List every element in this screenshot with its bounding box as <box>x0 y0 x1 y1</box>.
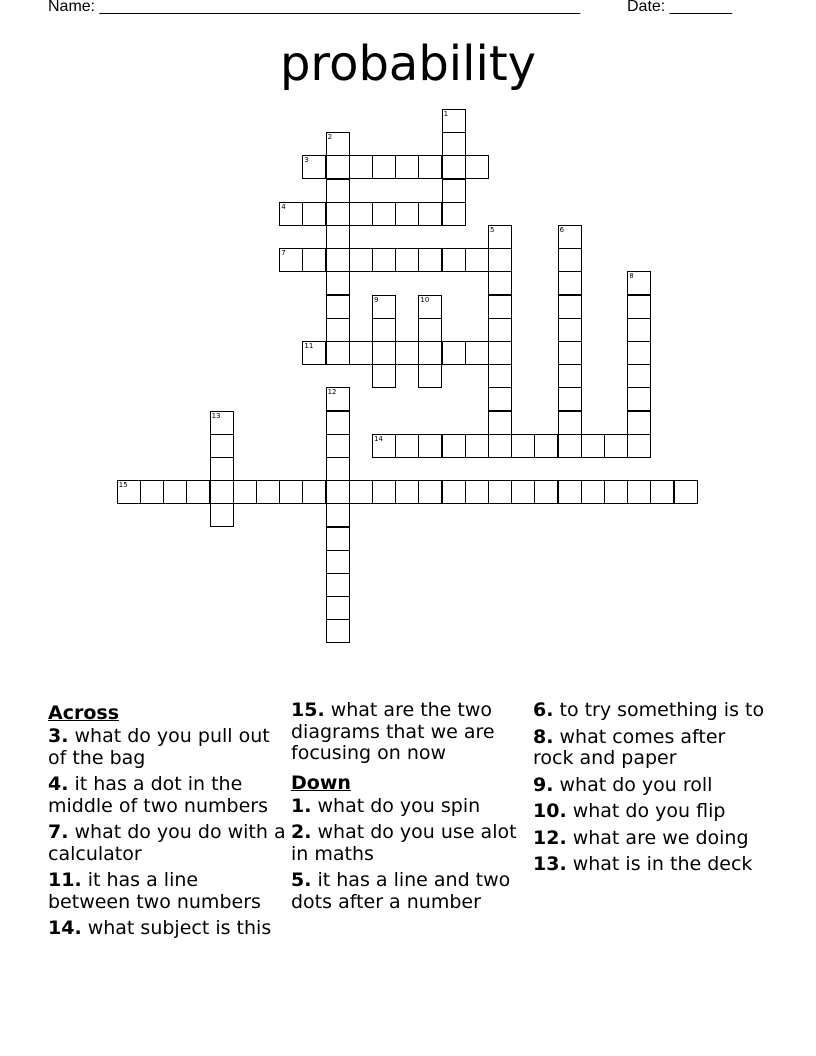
clue <box>533 700 771 722</box>
grid-cell[interactable] <box>279 202 303 226</box>
clue-text: what do you roll <box>553 773 713 796</box>
grid-cell[interactable] <box>627 480 651 504</box>
clue <box>291 870 529 913</box>
grid-cell[interactable] <box>349 155 373 179</box>
grid-cell[interactable] <box>418 364 442 388</box>
clue <box>533 801 771 823</box>
clue-text: what subject is this <box>81 917 272 939</box>
grid-cell[interactable] <box>627 434 651 458</box>
clue-text: what comes after rock and paper <box>533 725 726 769</box>
clue-text: what do you do with a calculator <box>48 821 286 865</box>
grid-cell[interactable] <box>534 434 558 458</box>
grid-cell[interactable] <box>372 434 396 458</box>
grid-cell[interactable] <box>372 202 396 226</box>
grid-cell[interactable] <box>442 132 466 156</box>
cell-number: 4 <box>281 202 286 211</box>
clue-number: 8. <box>533 725 554 748</box>
grid-cell[interactable] <box>558 364 582 388</box>
grid-cell[interactable] <box>395 202 419 226</box>
grid-cell[interactable] <box>302 155 326 179</box>
clues-column-1 <box>48 700 286 945</box>
grid-cell[interactable] <box>395 155 419 179</box>
grid-cell[interactable] <box>326 248 350 272</box>
grid-cell[interactable] <box>465 480 489 504</box>
clue-text: what are we doing <box>566 826 749 849</box>
grid-cell[interactable] <box>326 550 350 574</box>
grid-cell[interactable] <box>604 434 628 458</box>
grid-cell[interactable] <box>210 434 234 458</box>
cell-number: 11 <box>304 342 314 350</box>
grid-cell[interactable] <box>465 434 489 458</box>
name-field-label: Name: ______________________________________________________ <box>48 0 581 15</box>
grid-cell[interactable] <box>349 341 373 365</box>
clue <box>48 870 286 913</box>
grid-cell[interactable] <box>210 503 234 527</box>
grid-cell[interactable] <box>326 411 350 435</box>
grid-cell[interactable] <box>418 434 442 458</box>
cell-number: 13 <box>211 411 221 420</box>
grid-cell[interactable] <box>558 411 582 435</box>
grid-cell[interactable] <box>326 318 350 342</box>
clue-text: it has a line between two numbers <box>48 869 261 913</box>
grid-cell[interactable] <box>349 248 373 272</box>
cell-number: 7 <box>281 249 286 258</box>
clue <box>533 854 771 876</box>
grid-cell[interactable] <box>326 434 350 458</box>
grid-cell[interactable] <box>210 457 234 481</box>
clue-number: 9. <box>533 773 554 796</box>
grid-cell[interactable] <box>279 480 303 504</box>
grid-cell[interactable] <box>326 503 350 527</box>
grid-cell[interactable] <box>627 387 651 411</box>
grid-cell[interactable] <box>488 271 512 295</box>
cell-number: 1 <box>443 110 449 118</box>
grid-cell[interactable] <box>302 480 326 504</box>
grid-cell[interactable] <box>302 202 326 226</box>
clue-number: 13. <box>533 853 567 875</box>
grid-cell[interactable] <box>627 318 651 342</box>
grid-cell[interactable] <box>488 318 512 342</box>
clue-text: what do you pull out of the bag <box>48 725 270 769</box>
grid-cell[interactable] <box>326 155 350 179</box>
date-field-label: Date: _______ <box>627 0 732 15</box>
grid-cell[interactable] <box>627 411 651 435</box>
grid-cell[interactable] <box>488 225 512 249</box>
grid-cell[interactable] <box>326 596 350 620</box>
clue <box>533 775 771 797</box>
grid-cell[interactable] <box>418 155 442 179</box>
grid-cell[interactable] <box>488 480 512 504</box>
grid-cell[interactable] <box>581 434 605 458</box>
grid-cell[interactable] <box>442 109 466 133</box>
clue-text: what is in the deck <box>566 853 753 875</box>
across-clue-list <box>48 726 286 940</box>
grid-cell[interactable] <box>418 318 442 342</box>
grid-cell[interactable] <box>650 480 674 504</box>
grid-cell[interactable] <box>558 341 582 365</box>
grid-cell[interactable] <box>488 341 512 365</box>
grid-cell[interactable] <box>674 480 698 504</box>
clue-text: it has a line and two dots after a number <box>291 869 511 913</box>
grid-cell[interactable] <box>511 480 535 504</box>
clue-number: 14. <box>48 917 82 939</box>
clue <box>291 700 529 765</box>
clue-text: what are the two diagrams that we are focusing on now <box>291 699 495 764</box>
grid-cell[interactable] <box>442 434 466 458</box>
clue-number: 1. <box>291 794 312 817</box>
grid-cell[interactable] <box>395 434 419 458</box>
grid-cell[interactable] <box>372 341 396 365</box>
grid-cell[interactable] <box>326 179 350 203</box>
grid-cell[interactable] <box>558 480 582 504</box>
grid-cell[interactable] <box>326 457 350 481</box>
grid-cell[interactable] <box>488 434 512 458</box>
cell-number: 10 <box>420 295 430 304</box>
down-clue-list <box>291 796 529 914</box>
grid-cell[interactable] <box>418 480 442 504</box>
grid-cell[interactable] <box>302 341 326 365</box>
grid-cell[interactable] <box>326 387 350 411</box>
clue-number: 12. <box>533 826 567 849</box>
clues-column-3 <box>533 700 771 881</box>
grid-cell[interactable] <box>558 271 582 295</box>
grid-cell[interactable] <box>558 295 582 319</box>
across-heading: Across <box>48 702 120 724</box>
clue-number: 15. <box>291 699 325 721</box>
grid-cell[interactable] <box>627 364 651 388</box>
grid-cell[interactable] <box>349 202 373 226</box>
clue <box>48 774 286 817</box>
grid-cell[interactable] <box>372 155 396 179</box>
grid-cell[interactable] <box>442 179 466 203</box>
clues-column-2 <box>291 700 529 918</box>
grid-cell[interactable] <box>488 411 512 435</box>
grid-cell[interactable] <box>581 480 605 504</box>
grid-cell[interactable] <box>326 132 350 156</box>
grid-cell[interactable] <box>186 480 210 504</box>
grid-cell[interactable] <box>627 271 651 295</box>
cell-number: 2 <box>327 133 333 142</box>
clue-text: it has a dot in the middle of two numbers <box>48 773 268 817</box>
down-clue-list-continued <box>533 700 771 876</box>
clue-number: 4. <box>48 773 69 795</box>
grid-cell[interactable] <box>117 480 141 504</box>
grid-cell[interactable] <box>233 480 257 504</box>
grid-cell[interactable] <box>465 341 489 365</box>
grid-cell[interactable] <box>558 387 582 411</box>
cell-number: 14 <box>374 434 383 443</box>
clue-number: 3. <box>48 725 69 747</box>
grid-cell[interactable] <box>442 480 466 504</box>
clue-text: what do you spin <box>311 794 481 817</box>
cell-number: 9 <box>374 295 379 304</box>
clue-text: to try something is to <box>553 699 765 721</box>
grid-cell[interactable] <box>395 341 419 365</box>
grid-cell[interactable] <box>302 248 326 272</box>
grid-cell[interactable] <box>326 619 350 643</box>
grid-cell[interactable] <box>558 318 582 342</box>
grid-cell[interactable] <box>326 202 350 226</box>
grid-cell[interactable] <box>372 295 396 319</box>
clue <box>291 796 529 818</box>
grid-cell[interactable] <box>627 341 651 365</box>
grid-cell[interactable] <box>488 364 512 388</box>
grid-cell[interactable] <box>210 411 234 435</box>
grid-cell[interactable] <box>326 341 350 365</box>
grid-cell[interactable] <box>279 248 303 272</box>
clue-text: what do you use alot in maths <box>291 821 517 865</box>
grid-cell[interactable] <box>372 364 396 388</box>
cell-number: 15 <box>118 481 128 490</box>
grid-cell[interactable] <box>488 387 512 411</box>
cell-number: 8 <box>629 272 634 281</box>
grid-cell[interactable] <box>442 341 466 365</box>
grid-cell[interactable] <box>442 248 466 272</box>
grid-cell[interactable] <box>326 271 350 295</box>
page-title: probability <box>279 36 537 92</box>
grid-cell[interactable] <box>488 295 512 319</box>
grid-cell[interactable] <box>418 248 442 272</box>
clue-number: 10. <box>533 800 567 822</box>
grid-cell[interactable] <box>627 295 651 319</box>
grid-cell[interactable] <box>372 248 396 272</box>
clue <box>48 822 286 865</box>
clue-number: 2. <box>291 821 312 843</box>
grid-cell[interactable] <box>326 480 350 504</box>
grid-cell[interactable] <box>163 480 187 504</box>
grid-cell[interactable] <box>442 202 466 226</box>
grid-cell[interactable] <box>511 434 535 458</box>
grid-cell[interactable] <box>349 480 373 504</box>
grid-cell[interactable] <box>488 248 512 272</box>
clue <box>48 918 286 940</box>
grid-cell[interactable] <box>604 480 628 504</box>
grid-cell[interactable] <box>372 480 396 504</box>
clue <box>291 822 529 865</box>
grid-cell[interactable] <box>326 527 350 551</box>
grid-cell[interactable] <box>534 480 558 504</box>
grid-cell[interactable] <box>326 225 350 249</box>
across-clue-list-continued <box>291 700 529 765</box>
clue-number: 11. <box>48 869 82 891</box>
grid-cell[interactable] <box>558 434 582 458</box>
grid-cell[interactable] <box>140 480 164 504</box>
grid-cell[interactable] <box>465 248 489 272</box>
grid-cell[interactable] <box>418 202 442 226</box>
grid-cell[interactable] <box>372 318 396 342</box>
grid-cell[interactable] <box>326 573 350 597</box>
grid-cell[interactable] <box>558 248 582 272</box>
clue <box>533 727 771 770</box>
grid-cell[interactable] <box>256 480 280 504</box>
clue <box>48 726 286 769</box>
grid-cell[interactable] <box>326 295 350 319</box>
down-heading: Down <box>291 771 351 794</box>
clue <box>533 828 771 850</box>
grid-cell[interactable] <box>558 225 582 249</box>
grid-cell[interactable] <box>442 155 466 179</box>
cell-number: 3 <box>304 156 309 165</box>
grid-cell[interactable] <box>465 155 489 179</box>
grid-cell[interactable] <box>210 480 234 504</box>
grid-cell[interactable] <box>418 341 442 365</box>
grid-cell[interactable] <box>418 295 442 319</box>
grid-cell[interactable] <box>395 480 419 504</box>
grid-cell[interactable] <box>395 248 419 272</box>
cell-number: 6 <box>559 226 565 234</box>
clue-text: what do you flip <box>566 800 726 822</box>
clue-number: 6. <box>533 699 554 721</box>
cell-number: 5 <box>490 226 495 234</box>
cell-number: 12 <box>327 388 337 397</box>
clue-number: 7. <box>48 821 69 843</box>
clue-number: 5. <box>291 869 312 891</box>
